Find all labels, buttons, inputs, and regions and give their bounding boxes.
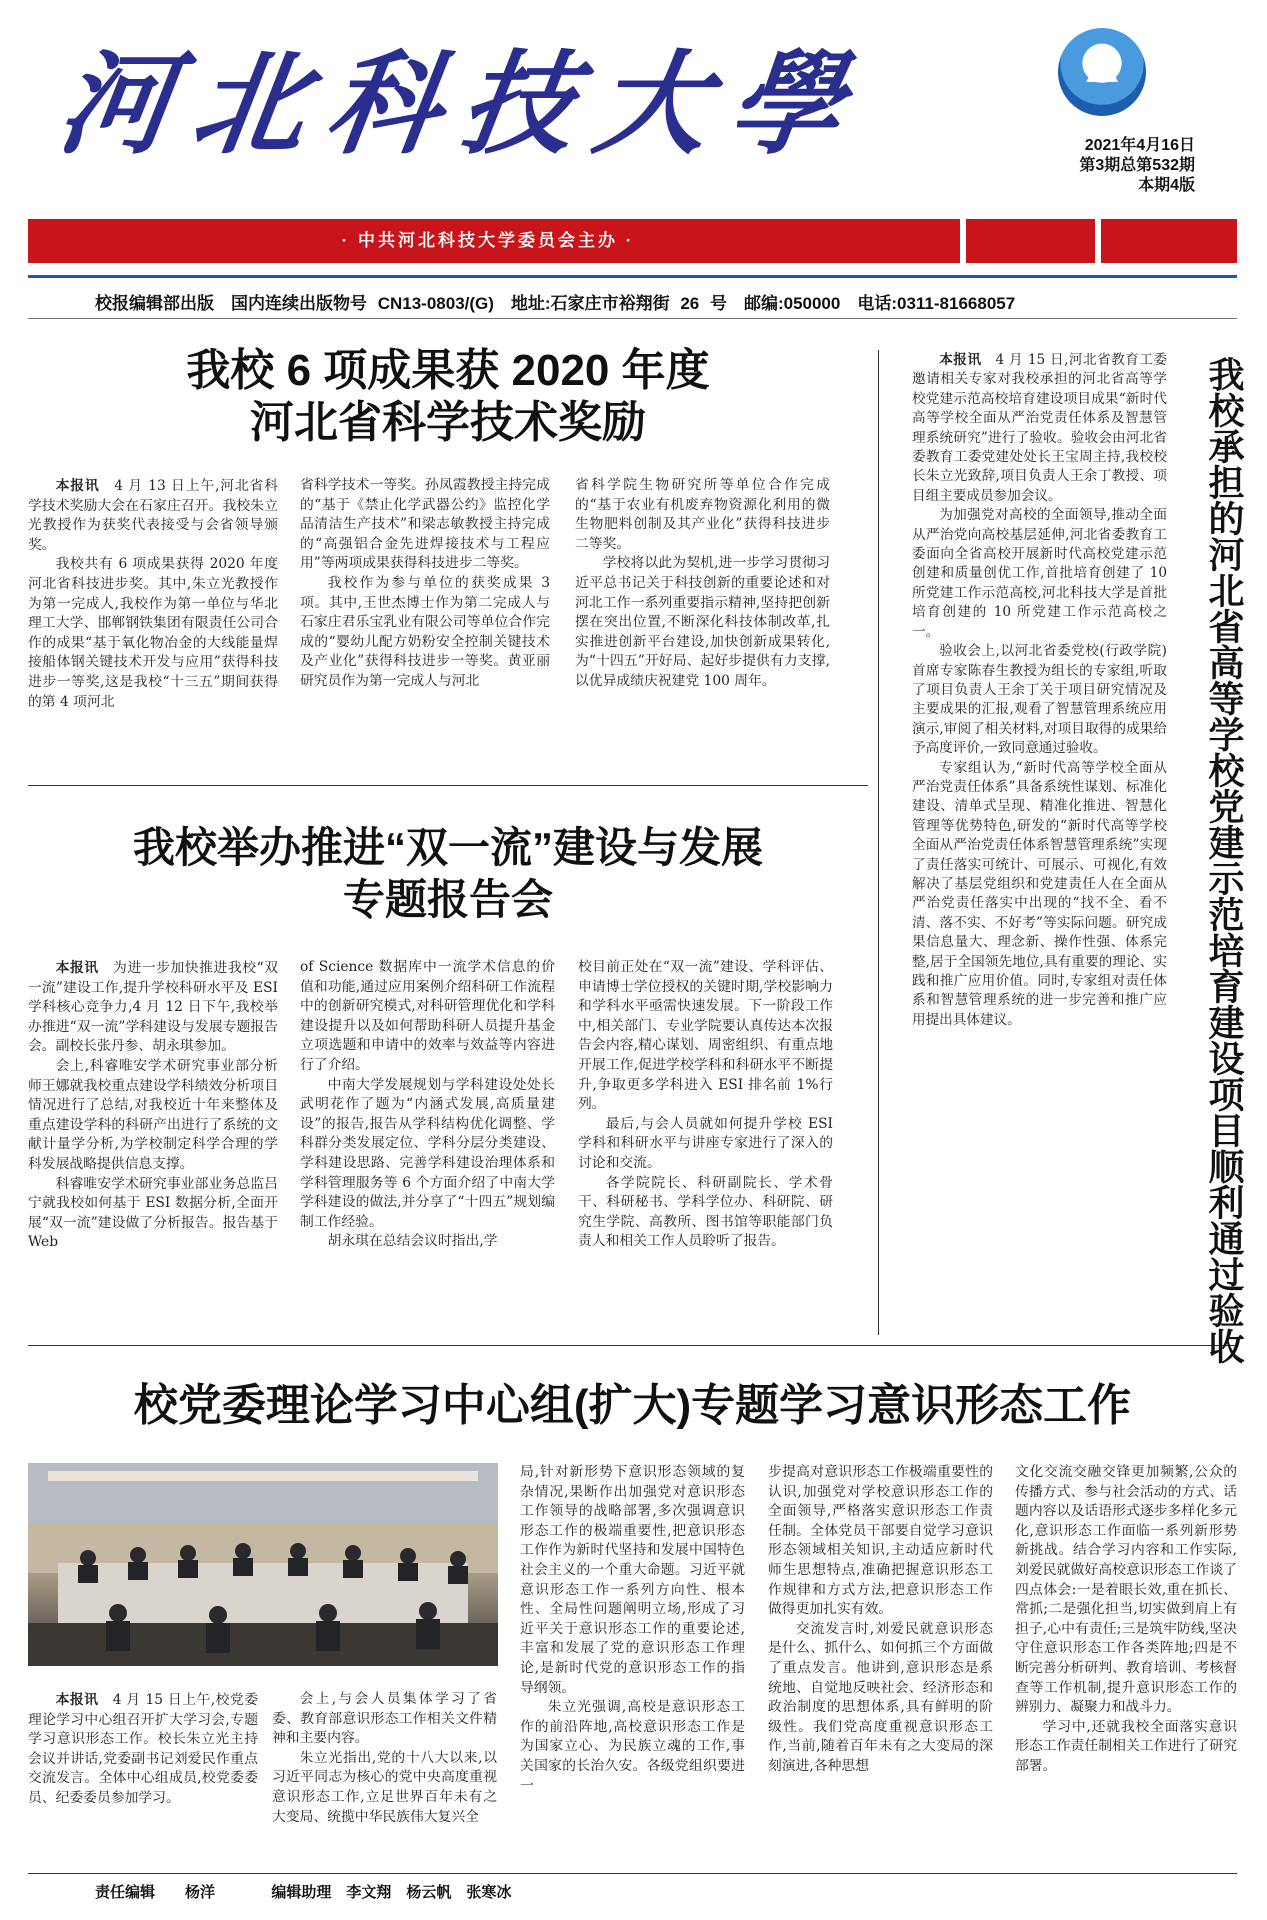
body-text: 为进一步加快推进我校“双一流”建设工作,提升学校科研水平及 ESI 学科核心竞争力,4 月 12 日下午,我校举办推进“双一流”学科建设与发展专题报告会。副校长张丹参、胡永琪参加。	[28, 960, 279, 1055]
body-text: 专家组认为,“新时代高等学校全面从严治党责任体系”具备系统性谋划、标准化建设、清单式呈现、精准化推进、智慧化管理等优势特色,研发的“新时代高等学校全面从严治党责任体系智慧管理系统”实现了责任落实可统计、可展示、可视化,有效解决了基层党组织和党建责任人在全面从严治党责任落实中出现的“找不全、看不清、落不实、不好考”等实际问题。研究成果信息量大、理念新、操作性强、体系完整,居于全国领先地位,具有重要的理论、实践和推广应用价值。同时,专家组对责任体系和智慧管理系统的进一步完善和推广应用提出具体建议。	[912, 759, 1167, 1028]
body-text: 中南大学发展规划与学科建设处处长武明花作了题为“内涵式发展,高质量建设”的报告,报告从学科结构优化调整、学科群分类发展定位、学科分层分类建设、学科建设思路、完善学科建设治理体系和学科管理服务等 6 个方面介绍了中南大学学科建设的做法,并分享了“十四五”规划编制工作经验。	[300, 1076, 555, 1230]
article2-column-3	[578, 958, 833, 1252]
article4-column-4	[768, 1463, 993, 1777]
column-divider	[878, 350, 879, 1335]
article4-column-1	[28, 1690, 258, 1809]
body-text: 交流发言时,刘爱民就意识形态是什么、抓什么、如何抓三个方面做了重点发言。他讲到,意识形态是系统地、自觉地反映社会、经济形态和政治制度的思想体系,具有鲜明的阶级性。我们党高度重视意识形态工作,当前,随着百年未有之大变局的深刻演进,各种思想	[768, 1620, 993, 1774]
article4-column-2	[272, 1690, 497, 1827]
body-text: 科睿唯安学术研究事业部业务总监吕宁就我校如何基于 ESI 数据分析,全面开展“双一流”建设做了分析报告。报告基于 Web	[28, 1175, 278, 1251]
divider	[28, 318, 1237, 319]
body-text: 会上,科睿唯安学术研究事业部分析师王娜就我校重点建设学科绩效分析项目情况进行了总结,对我校近十年来整体及重点建设学科的科研产出进行了系统的文献计量学分析,为学校制定科学合理的学科发展战略提供信息支撑。	[28, 1057, 278, 1172]
editorial-credits	[95, 1881, 511, 1902]
body-text: 我校共有 6 项成果获得 2020 年度河北省科技进步奖。其中,朱立光教授作为第一完成人,我校作为第一单位与华北理工大学、邯郸钢铁集团有限责任公司合作的成果“基于氧化物冶金的大线能量焊接船体钢关键技术开发与应用”获得科技进步一等奖,这是我校“十三五”期间获得的第 4 项河北	[28, 556, 278, 710]
publication-info: 校报编辑部出版 国内连续出版物号 CN13-0803/(G) 地址:石家庄市裕翔街 26 号 邮编:050000 电话:0311-81668057	[95, 294, 1016, 313]
body-text: 4 月 13 日上午,河北省科学技术奖励大会在石家庄召开。我校朱立光教授作为获奖代表接受与会省领导颁奖。	[28, 478, 279, 553]
article1-headline	[28, 345, 868, 449]
issue-info	[1079, 136, 1195, 196]
body-text: 朱立光强调,高校是意识形态工作的前沿阵地,高校意识形态工作是为国家立心、为民族立魂的工作,事关国家的长治久安。各级党组织要进一	[520, 1699, 745, 1794]
newspaper-masthead-title: 河北科技大學	[50, 39, 874, 170]
article1-column-1	[28, 476, 278, 712]
responsible-editor: 责任编辑 杨洋	[95, 1884, 216, 1901]
article4-column-5	[1015, 1463, 1237, 1777]
lead-tag: 本报讯	[55, 960, 99, 975]
lead-tag: 本报讯	[55, 478, 100, 493]
article2-column-1	[28, 958, 278, 1253]
body-text: 省科学院生物研究所等单位合作完成的“基于农业有机废弃物资源化利用的微生物肥料创制及其产业化”获得科技进步二等奖。	[575, 477, 830, 552]
body-text: 各学院院长、科研副院长、学术骨干、科研秘书、学科学位办、科研院、研究生学院、高教所、图书馆等职能部门负责人和相关工作人员聆听了报告。	[578, 1174, 833, 1250]
headline-line: 我校举办推进“双一流”建设与发展	[132, 824, 763, 871]
headline-line: 河北省科学技术奖励	[250, 398, 646, 447]
body-text: 局,针对新形势下意识形态领域的复杂情况,果断作出加强党对意识形态工作领导的战略部署,多次强调意识形态工作的极端重要性,把意识形态工作作为新时代坚持和发展中国特色社会主义的一个重大命题。习近平就意识形态工作一系列方向性、根本性、全局性问题阐明立场,形成了习近平关于意识形态工作的重要论述,丰富和发展了党的意识形态工作理论,是新时代党的意识形态工作的指导纲领。	[520, 1464, 745, 1696]
divider	[28, 785, 868, 786]
body-text: 4 月 15 日上午,校党委理论学习中心组召开扩大学习会,专题学习意识形态工作。校长朱立光主持会议并讲话,党委副书记刘爱民作重点交流发言。全体中心组成员,校党委委员、纪委委员参加学习。	[28, 1692, 258, 1806]
article3-vertical-headline: 我校承担的河北省高等学校党建示范培育建设项目顺利通过验收	[1204, 356, 1245, 1364]
body-text: 为加强党对高校的全面领导,推动全面从严治党向高校基层延伸,河北省委教育工委面向全省高校开展新时代高校党建示范创建和质量创优工作,首批培育创建了 10 所党建工作示范高校,河北科技大学是首批培育创建的 10 所党建工作示范高校之一。	[912, 507, 1167, 640]
body-text: 验收会上,以河北省委党校(行政学院)首席专家陈春生教授为组长的专家组,听取了项目负责人王余丁关于项目研究情况及主要成果的汇报,观看了智慧管理系统应用演示,审阅了相关材料,对项目取得的成果给予高度评价,一致同意通过验收。	[912, 643, 1167, 757]
masthead-rule	[28, 275, 1237, 278]
article4-column-3	[520, 1463, 745, 1796]
issue-number: 第3期总第532期	[1079, 157, 1195, 174]
meeting-room-illustration	[28, 1463, 498, 1666]
article1-column-3	[575, 476, 830, 692]
body-text: 文化交流交融交锋更加频繁,公众的传播方式、参与社会活动的方式、话题内容以及话语形式逐步多样化多元化,意识形态工作面临一系列新形势新挑战。结合学习内容和工作实际,刘爱民就做好高校意识形态工作谈了四点体会:一是着眼长效,重在抓长、常抓;二是强化担当,切实做到肩上有担子,心中有责任;三是筑牢防线,坚决守住意识形态工作各类阵地;四是不断完善分析研判、教育培训、考核督查等工作机制,提升意识形态工作的辨别力、凝聚力和战斗力。	[1015, 1464, 1237, 1716]
body-text: 会上,与会人员集体学习了省委、教育部意识形态工作相关文件精神和主要内容。	[272, 1691, 497, 1747]
divider	[28, 1873, 1237, 1874]
article4-headline: 校党委理论学习中心组(扩大)专题学习意识形态工作	[133, 1381, 1132, 1430]
article1-column-2	[300, 476, 550, 692]
body-text: 省科学技术一等奖。孙凤霞教授主持完成的“基于《禁止化学武器公约》监控化学品清洁生产技术”和梁志敏教授主持完成的“高强铝合金先进焊接技术与工程应用”等两项成果获得科技进步二等奖。	[300, 477, 550, 572]
sponsor-text: · 中共河北科技大学委员会主办 ·	[341, 231, 635, 250]
editorial-assistants: 编辑助理 李文翔 杨云帆 张寒冰	[271, 1884, 512, 1901]
issue-pages: 本期4版	[1138, 177, 1195, 194]
meeting-photo	[28, 1463, 498, 1666]
lead-tag: 本报讯	[939, 352, 982, 367]
body-text: 4 月 15 日,河北省教育工委邀请相关专家对我校承担的河北省高等学校党建示范高校培育建设项目成果“新时代高等学校全面从严治党责任体系及智慧管理系统研究”进行了验收。验收会由河北省委教育工委党建处处长王宝周主持,我校校长朱立光致辞,项目负责人王余丁教授、项目组主要成员参加会议。	[912, 352, 1168, 504]
headline-line: 专题报告会	[342, 876, 553, 923]
article2-headline	[28, 822, 868, 926]
body-text: 步提高对意识形态工作极端重要性的认识,加强党对学校意识形态工作的全面领导,严格落实意识形态工作责任制。全体党员干部要自觉学习意识形态领域相关知识,主动适应新时代师生思想特点,准确把握意识形态工作规律和方式方法,把意识形态工作做得更加扎实有效。	[768, 1464, 993, 1618]
lead-tag: 本报讯	[55, 1692, 99, 1707]
article2-column-2	[300, 958, 555, 1252]
body-text: 学校将以此为契机,进一步学习贯彻习近平总书记关于科技创新的重要论述和对河北工作一系列重要指示精神,坚持把创新摆在突出位置,不断深化科技体制改革,扎实推进创新平台建设,加快创新成果转化,为“十四五”开好局、起好步提供有力支撑,以优异成绩庆祝建党 100 周年。	[575, 555, 830, 689]
university-logo-icon	[1058, 28, 1146, 116]
body-text: of Science 数据库中一流学术信息的价值和功能,通过应用案例介绍科研工作流程中的创新研究模式,对科研管理优化和学科建设提升以及如何帮助科研人员提升基金立项选题和申请中的效率与效益等内容进行了介绍。	[300, 959, 555, 1073]
body-text: 最后,与会人员就如何提升学校 ESI 学科和科研水平与讲座专家进行了深入的讨论和交流。	[578, 1115, 833, 1171]
bar-divider	[1095, 219, 1101, 263]
body-text: 朱立光指出,党的十八大以来,以习近平同志为核心的党中央高度重视意识形态工作,立足世界百年未有之大变局、统揽中华民族伟大复兴全	[272, 1749, 497, 1825]
article3-body	[912, 350, 1167, 1030]
divider	[28, 1345, 1237, 1346]
headline-line: 我校 6 项成果获 2020 年度	[186, 346, 710, 395]
body-text: 胡永琪在总结会议时指出,学	[327, 1233, 498, 1250]
body-text: 校目前正处在“双一流”建设、学科评估、申请博士学位授权的关键时期,学校影响力和学科水平亟需快速发展。下一阶段工作中,相关部门、专业学院要认真传达本次报告会内容,精心谋划、周密组织、有重点地开展工作,促进学校学科和科研水平不断提升,争取更多学科进入 ESI 排名前 1%行列。	[578, 959, 833, 1113]
body-text: 学习中,还就我校全面落实意识形态工作责任制相关工作进行了研究部署。	[1015, 1718, 1237, 1774]
issue-date: 2021年4月16日	[1084, 137, 1195, 154]
body-text: 我校作为参与单位的获奖成果 3 项。其中,王世杰博士作为第二完成人与石家庄君乐宝乳业有限公司等单位合作完成的“婴幼儿配方奶粉安全控制关键技术及产业化”获得科技进步一等奖。黄亚丽研究员作为第一完成人与河北	[300, 574, 550, 689]
bar-divider	[960, 219, 966, 263]
